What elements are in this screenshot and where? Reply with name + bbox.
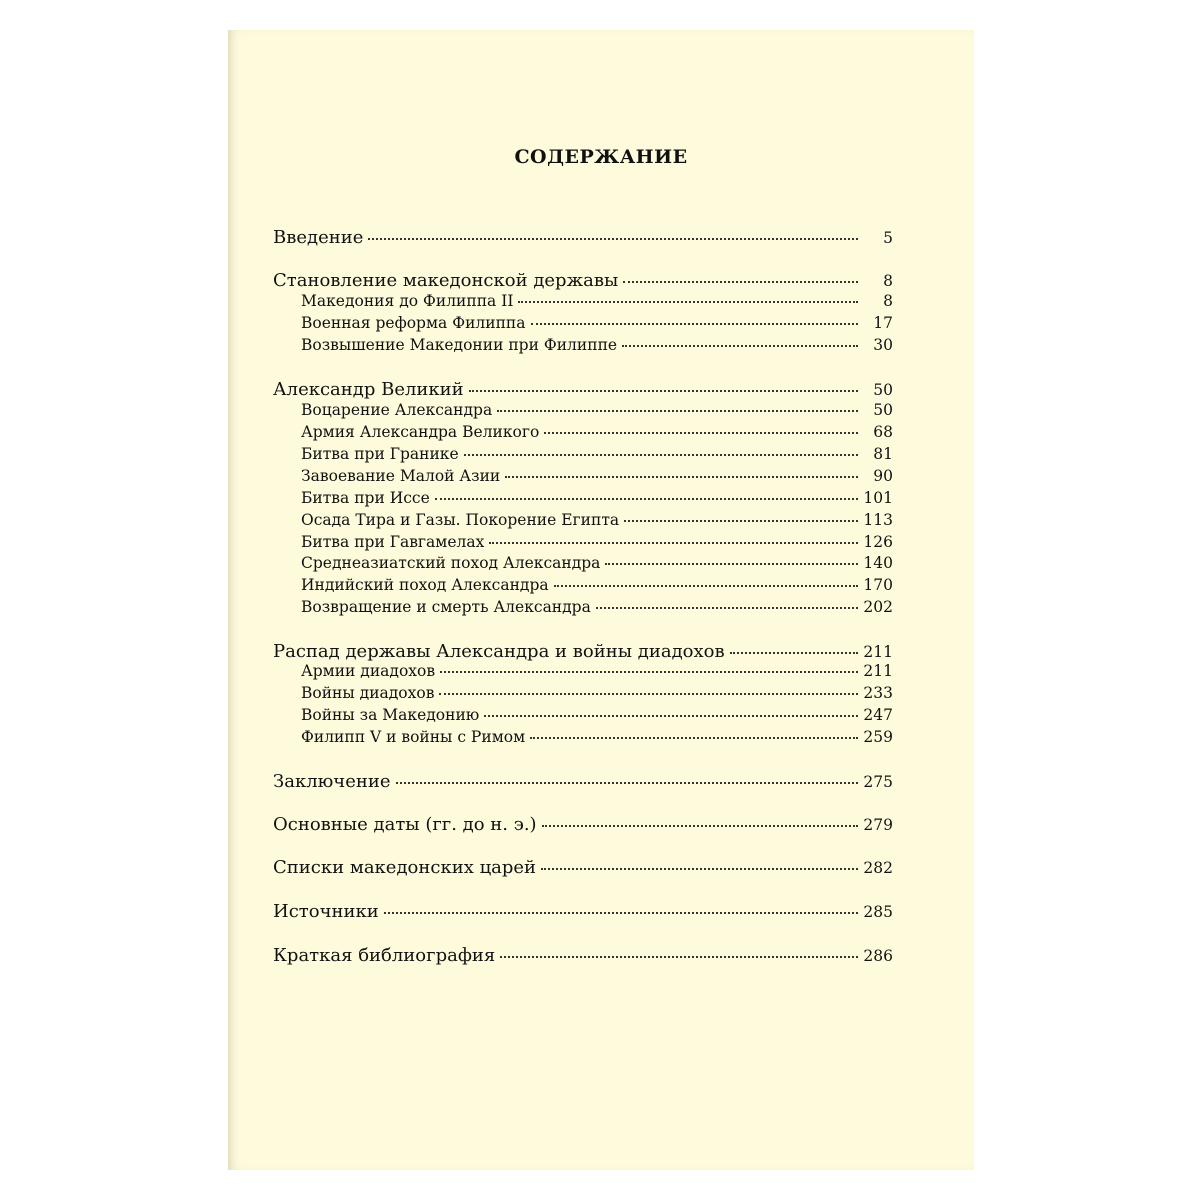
toc-page-number: 8	[883, 272, 893, 290]
toc-section-entry	[301, 338, 893, 354]
toc-entry-label: Армия Александра Великого	[301, 423, 540, 441]
dot-leader	[464, 454, 858, 456]
toc-page-number: 211	[863, 643, 893, 661]
toc-entry-label: Завоевание Малой Азии	[301, 467, 501, 485]
dot-leader	[544, 432, 858, 434]
toc-page-number: 113	[863, 511, 893, 529]
toc-chapter-entry	[273, 859, 893, 877]
toc-entry-label: Филипп V и войны с Римом	[301, 728, 526, 746]
toc-entry-label: Возвращение и смерть Александра	[301, 598, 591, 616]
toc-page-number: 90	[873, 467, 893, 485]
toc-chapter-entry	[273, 643, 893, 661]
dot-leader	[531, 323, 859, 325]
toc-entry-label: Александр Великий	[273, 379, 464, 400]
toc-section-entry	[301, 556, 893, 572]
toc-page-number: 30	[873, 336, 893, 354]
toc-entry-label: Военная реформа Филиппа	[301, 314, 526, 332]
toc-entry-label: Македония до Филиппа II	[301, 292, 514, 310]
dot-leader	[624, 520, 858, 522]
toc-section-entry	[301, 600, 893, 616]
dot-leader	[505, 476, 858, 478]
toc-page-number: 5	[883, 229, 893, 247]
toc-section-entry	[301, 447, 893, 463]
toc-entry-label: Воцарение Александра	[301, 401, 493, 419]
dot-leader	[541, 868, 858, 870]
dot-leader	[542, 825, 858, 827]
toc-entry-label: Становление македонской державы	[273, 270, 619, 291]
toc-page-number: 285	[863, 903, 893, 921]
toc-section-entry	[301, 730, 893, 746]
toc-section-entry	[301, 513, 893, 529]
toc-page-number: 68	[873, 423, 893, 441]
toc-page-number: 233	[863, 684, 893, 702]
toc-section-entry	[301, 535, 893, 551]
dot-leader	[384, 912, 858, 914]
toc-chapter-entry	[273, 947, 893, 965]
toc-chapter-entry	[273, 381, 893, 399]
dot-leader	[605, 563, 858, 565]
toc-entry-label: Битва при Гранике	[301, 445, 459, 463]
toc-entry-label: Основные даты (гг. до н. э.)	[273, 814, 537, 835]
dot-leader	[440, 671, 858, 673]
toc-page-number: 247	[863, 706, 893, 724]
toc-entry-label: Войны за Македонию	[301, 706, 480, 724]
toc-page-number: 126	[863, 533, 893, 551]
toc-page-number: 211	[863, 662, 893, 680]
toc-page-number: 279	[863, 816, 893, 834]
dot-leader	[596, 607, 858, 609]
toc-entry-label: Распад державы Александра и войны диадохов	[273, 641, 725, 662]
page-title: СОДЕРЖАНИЕ	[514, 146, 688, 168]
toc-chapter-entry	[273, 272, 893, 290]
toc-section-entry	[301, 316, 893, 332]
toc-page-number: 50	[873, 381, 893, 399]
book-page	[228, 30, 974, 1170]
toc-entry-label: Осада Тира и Газы. Покорение Египта	[301, 511, 620, 529]
toc-page-number: 259	[863, 728, 893, 746]
toc-section-entry	[301, 578, 893, 594]
toc-page-number: 286	[863, 947, 893, 965]
toc-page-number: 101	[863, 489, 893, 507]
toc-entry-label: Среднеазиатский поход Александра	[301, 554, 601, 572]
toc-page-number: 50	[873, 401, 893, 419]
dot-leader	[530, 737, 858, 739]
dot-leader	[489, 542, 858, 544]
toc-page-number: 202	[863, 598, 893, 616]
toc-page-number: 140	[863, 554, 893, 572]
toc-section-entry	[301, 469, 893, 485]
dot-leader	[396, 782, 858, 784]
toc-section-entry	[301, 403, 893, 419]
toc-section-entry	[301, 294, 893, 310]
dot-leader	[484, 715, 858, 717]
toc-page-number: 275	[863, 773, 893, 791]
toc-entry-label: Армии диадохов	[301, 662, 436, 680]
dot-leader	[622, 345, 858, 347]
toc-chapter-entry	[273, 903, 893, 921]
toc-entry-label: Краткая библиография	[273, 945, 496, 966]
toc-page-number: 17	[873, 314, 893, 332]
toc-chapter-entry	[273, 773, 893, 791]
toc-entry-label: Индийский поход Александра	[301, 576, 549, 594]
dot-leader	[368, 238, 858, 240]
toc-page-number: 170	[863, 576, 893, 594]
toc-page-number: 8	[883, 292, 893, 310]
toc-page-number: 282	[863, 859, 893, 877]
toc-section-entry	[301, 708, 893, 724]
toc-section-entry	[301, 491, 893, 507]
toc-section-entry	[301, 425, 893, 441]
dot-leader	[554, 585, 858, 587]
dot-leader	[500, 956, 858, 958]
dot-leader	[469, 390, 858, 392]
toc-chapter-entry	[273, 816, 893, 834]
dot-leader	[439, 693, 858, 695]
toc-chapter-entry	[273, 229, 893, 247]
dot-leader	[730, 652, 858, 654]
toc-entry-label: Возвышение Македонии при Филиппе	[301, 336, 618, 354]
toc-page-number: 81	[873, 445, 893, 463]
toc-entry-label: Битва при Гавгамелах	[301, 533, 485, 551]
dot-leader	[497, 410, 858, 412]
dot-leader	[623, 281, 858, 283]
dot-leader	[518, 301, 858, 303]
toc-entry-label: Списки македонских царей	[273, 857, 537, 878]
toc-entry-label: Войны диадохов	[301, 684, 435, 702]
toc-section-entry	[301, 664, 893, 680]
toc-entry-label: Введение	[273, 227, 364, 248]
toc-section-entry	[301, 686, 893, 702]
dot-leader	[435, 498, 858, 500]
toc-entry-label: Источники	[273, 901, 379, 922]
toc-entry-label: Битва при Иссе	[301, 489, 430, 507]
toc-entry-label: Заключение	[273, 771, 391, 792]
